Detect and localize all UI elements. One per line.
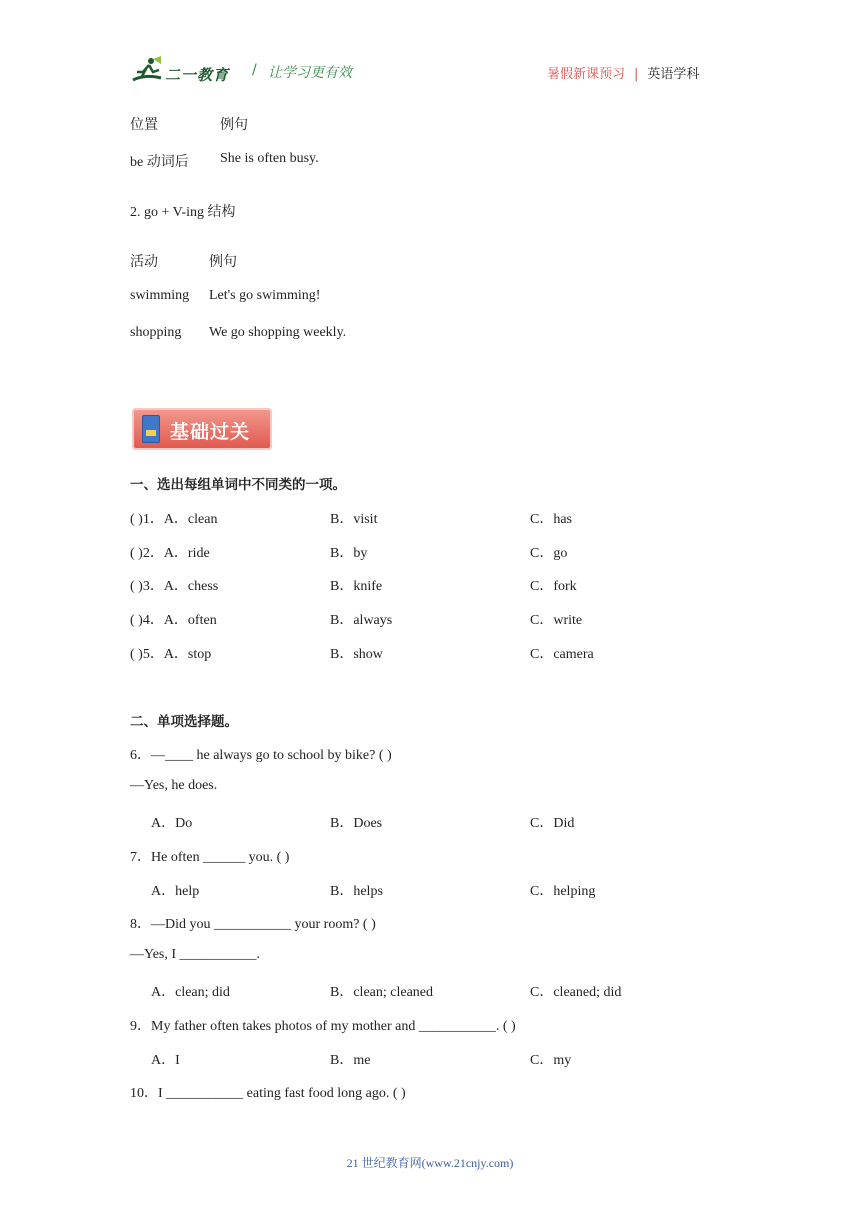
table2-header-activity: 活动	[130, 254, 158, 270]
table2-header-example: 例句	[209, 254, 237, 270]
header-subject-label: 英语学科	[647, 67, 700, 82]
question-stem: ( )3．A．chess	[130, 579, 219, 594]
option-b: B．helps	[330, 884, 383, 899]
header-course: 暑假新课预习	[547, 67, 626, 82]
header-slash: /	[252, 62, 257, 78]
option-c: C．helping	[530, 884, 596, 899]
table2-cell: We go shopping weekly.	[209, 325, 347, 340]
table1-cell: be 动词后	[130, 155, 189, 170]
option-c: C．my	[530, 1053, 572, 1068]
option-c: C．fork	[530, 579, 577, 594]
question-stem: ( )1．A．clean	[130, 512, 218, 527]
table2-cell: shopping	[130, 325, 182, 340]
question-8: 8．—Did you ___________ your room? ( )	[130, 917, 376, 932]
option-c: C．cleaned; did	[530, 985, 622, 1000]
question-stem: ( )2．A．ride	[130, 546, 210, 561]
option-a: A．help	[151, 884, 200, 899]
question-6: 6．—____ he always go to school by bike? ( )	[130, 748, 392, 763]
option-a: A．clean; did	[151, 985, 230, 1000]
logo-text: 二一教育	[165, 66, 230, 84]
footer-link[interactable]: 21 世纪教育网(www.21cnjy.com)	[346, 1156, 514, 1170]
question-7: 7．He often ______ you. ( )	[130, 850, 290, 865]
option-b: B．always	[330, 613, 393, 628]
option-c: C．go	[530, 546, 568, 561]
option-a: A．I	[151, 1053, 180, 1068]
option-b: B．by	[330, 546, 368, 561]
section2-title: 二、单项选择题。	[130, 714, 238, 730]
header-separator: |	[634, 67, 639, 82]
option-b: B．knife	[330, 579, 383, 594]
section1-title: 一、选出每组单词中不同类的一项。	[130, 477, 346, 493]
option-c: C．has	[530, 512, 572, 527]
question-6-reply: —Yes, he does.	[130, 778, 218, 793]
section-badge-label: 基础过关	[170, 421, 251, 443]
option-a: A．Do	[151, 816, 193, 831]
question-8-reply: —Yes, I ___________.	[130, 947, 261, 962]
option-b: B．show	[330, 647, 383, 662]
option-c: C．camera	[530, 647, 594, 662]
question-10: 10．I ___________ eating fast food long ago. ( )	[130, 1086, 406, 1101]
table2-cell: Let's go swimming!	[209, 288, 321, 303]
question-stem: ( )5．A．stop	[130, 647, 212, 662]
section-badge	[132, 408, 272, 450]
option-c: C．write	[530, 613, 583, 628]
question-stem: ( )4．A．often	[130, 613, 217, 628]
table1-header-position: 位置	[130, 117, 158, 133]
option-b: B．me	[330, 1053, 371, 1068]
grammar-point-2: 2. go + V-ing 结构	[130, 205, 236, 220]
book-icon	[142, 415, 160, 443]
option-b: B．visit	[330, 512, 378, 527]
table2-cell: swimming	[130, 288, 190, 303]
option-b: B．Does	[330, 816, 383, 831]
runner-icon	[131, 56, 165, 86]
table1-header-example: 例句	[220, 117, 248, 133]
table1-cell: She is often busy.	[220, 151, 319, 166]
header-subject	[547, 63, 699, 82]
question-9: 9．My father often takes photos of my mother and ___________. ( )	[130, 1019, 516, 1034]
option-c: C．Did	[530, 816, 575, 831]
option-b: B．clean; cleaned	[330, 985, 434, 1000]
brand-logo	[131, 56, 241, 90]
header-slogan: 让学习更有效	[268, 65, 352, 81]
